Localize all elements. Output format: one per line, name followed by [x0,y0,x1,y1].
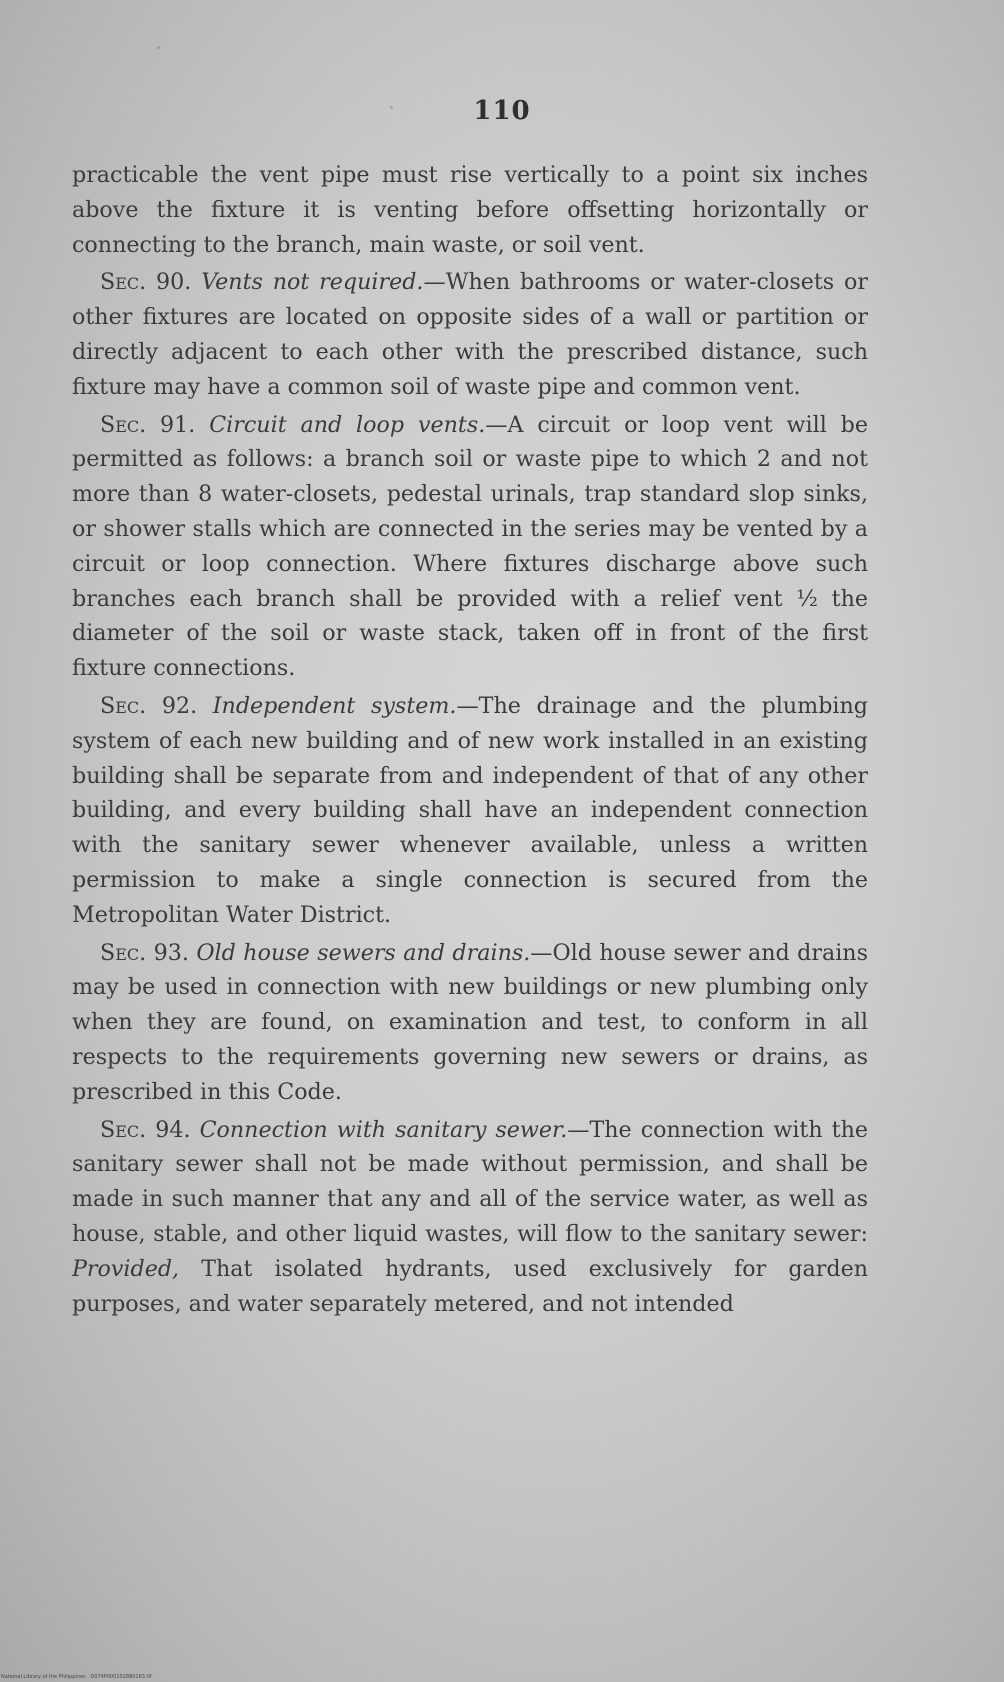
section-94 [72,1113,868,1322]
section-text: —The drainage and the plumbing system of each new building and of new work installed in an existing building shall be separate from and independent of that of any other building, and every building shall have an independent connection with the sanitary sewer whenever available, unless a written permission to make a single connection is secured from the Metropolitan Water District. [72,692,868,928]
paragraph-text: practicable the vent pipe must rise vertically to a point six inches above the fixture it is venting before offsetting horizontally or connecting to the branch, main waste, or soil vent. [72,162,868,258]
section-title: Circuit and loop vents. [209,411,486,438]
page-number: 110 [473,96,531,126]
scan-speck [157,46,160,49]
section-label: Sec. 93. [100,939,189,966]
section-title: Independent system. [212,692,457,719]
proviso-label: Provided, [72,1255,180,1282]
section-label: Sec. 92. [100,692,198,719]
section-90 [72,265,868,404]
section-title: Old house sewers and drains. [196,939,531,966]
section-91 [72,408,868,686]
section-title: Connection with sanitary sewer. [199,1116,568,1143]
section-label: Sec. 94. [100,1116,191,1143]
section-93 [72,936,868,1110]
scan-source-note: National Library of the Philippines · D074P000102880163.tif [1,1674,152,1680]
section-label: Sec. 90. [100,269,192,296]
section-text-continued: That isolated hydrants, used exclusively for garden purposes, and water separately metered, and not intended [72,1255,868,1317]
paragraph-continued [72,158,868,262]
section-text: —A circuit or loop vent will be permitted as follows: a branch soil or waste pipe to which 2 and not more than 8 water-closets, pedestal urinals, trap standard slop sinks, or shower stalls which are connected in the series may be vented by a circuit or loop connection. Where fixtures discharge above such branches each branch shall be provided with a relief vent ½ the diameter of the soil or waste stack, taken off in front of the first fixture connections. [72,411,868,682]
section-label: Sec. 91. [100,411,196,438]
section-text: —The connection with the sanitary sewer shall not be made without permission, and shall be made in such manner that any and all of the service water, as well as house, stable, and other liquid wastes, will flow to the sanitary sewer: [72,1116,869,1247]
body-text [72,158,868,1324]
section-title: Vents not required. [201,269,424,296]
section-92 [72,689,868,933]
section-text: —When bathrooms or water-closets or other fixtures are located on opposite sides of a wall or partition or directly adjacent to each other with the prescribed distance, such fixture may have a common soil of waste pipe and common vent. [72,269,869,400]
section-text: —Old house sewer and drains may be used in connection with new buildings or new plumbing only when they are found, on examination and test, to conform in all respects to the requirements governing new sewers or drains, as prescribed in this Code. [72,939,868,1105]
